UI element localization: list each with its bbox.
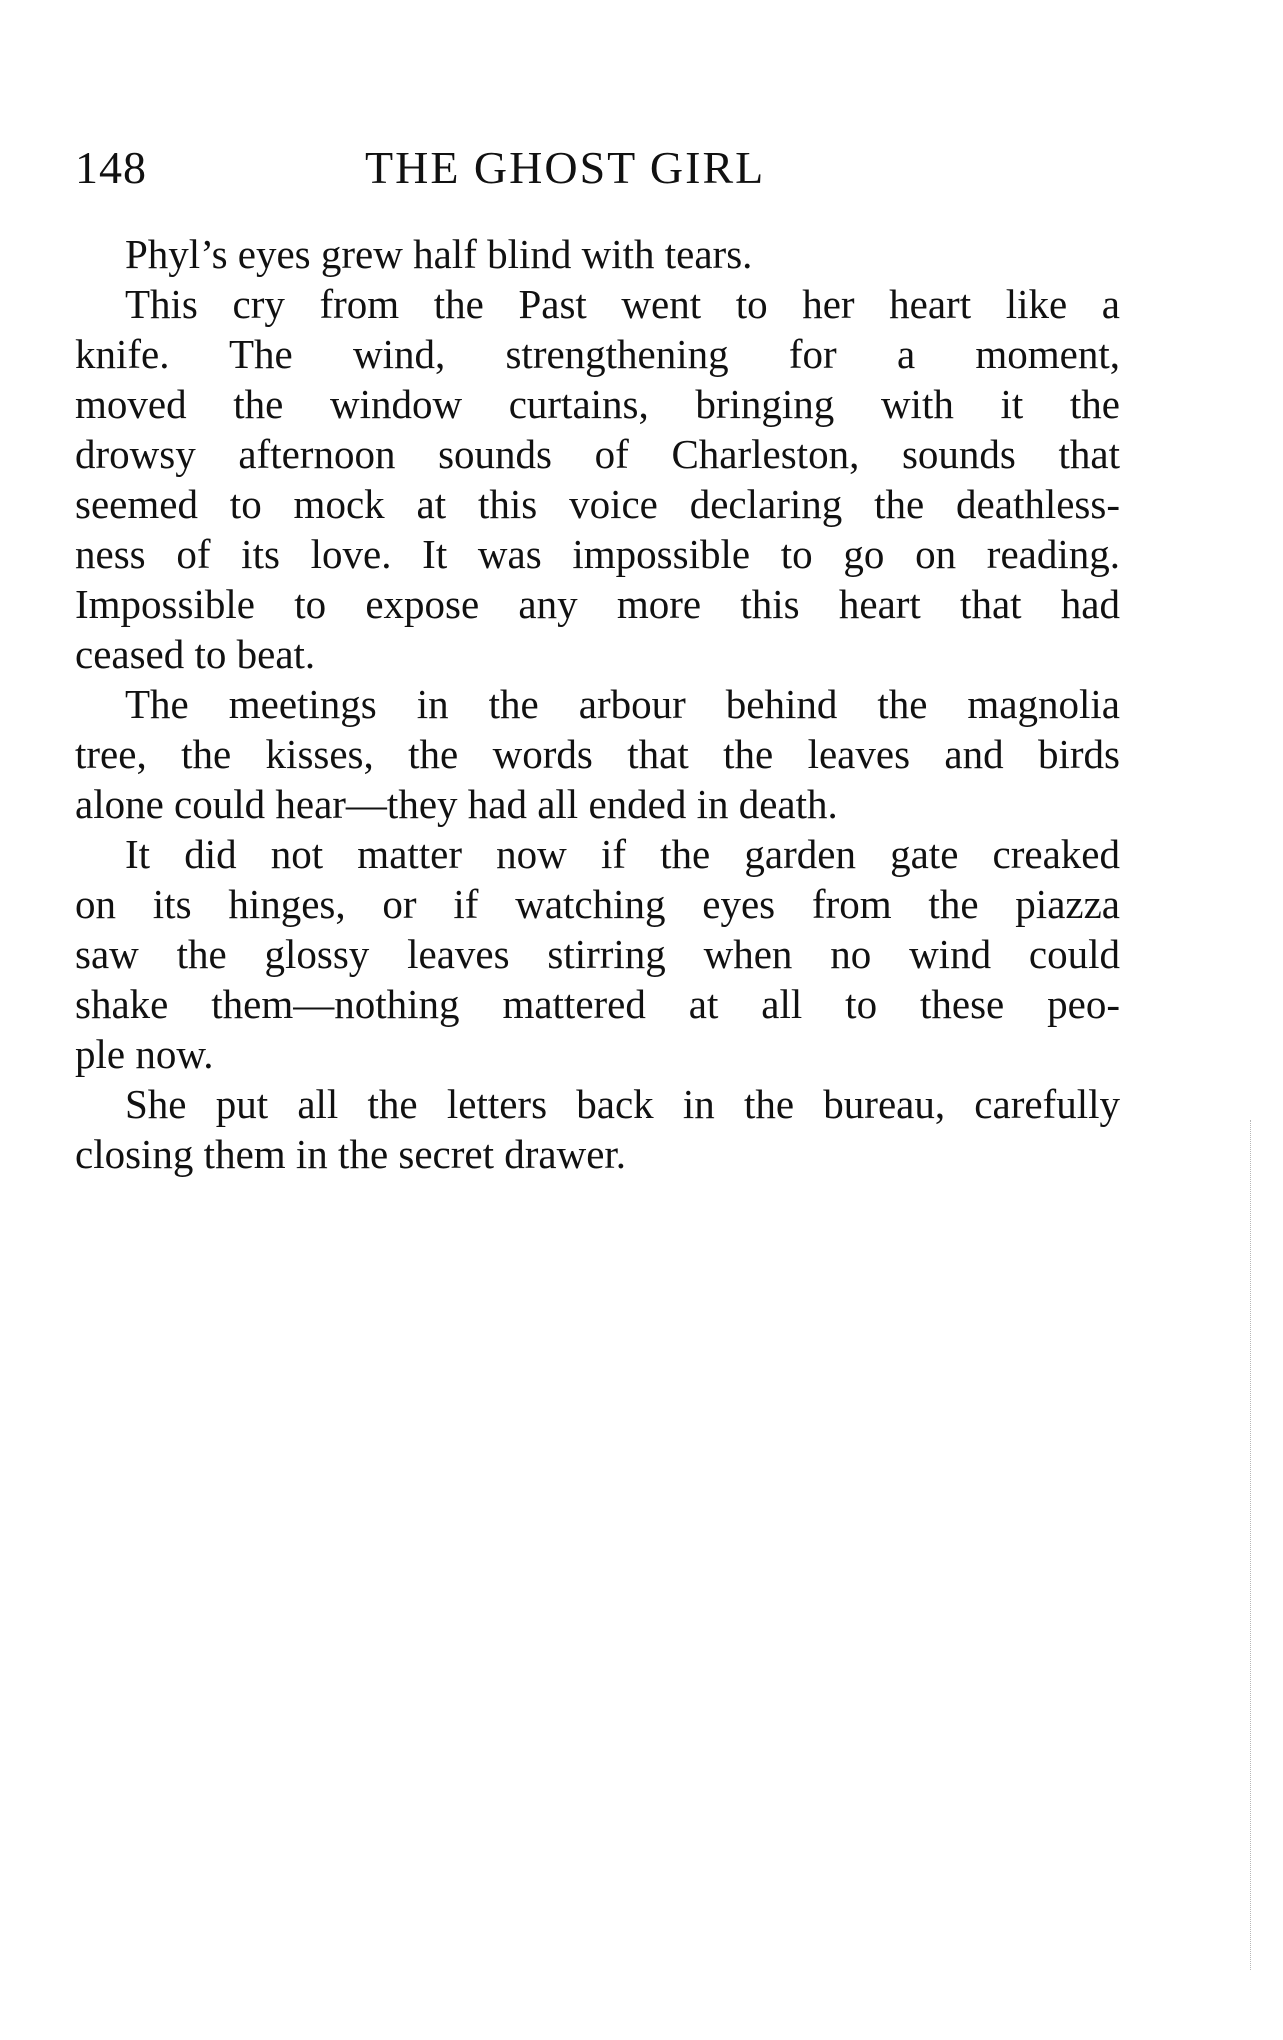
text-line: knife. The wind, strengthening for a moment, — [75, 331, 1120, 377]
text-line: She put all the letters back in the bureau, carefully — [125, 1081, 1120, 1127]
text-line: ness of its love. It was impossible to go on reading. — [75, 531, 1120, 577]
text-line: shake them—nothing mattered at all to these peo- — [75, 981, 1120, 1027]
text-line: ple now. — [75, 1031, 214, 1077]
text-line: It did not matter now if the garden gate creaked — [125, 831, 1120, 877]
text-line: tree, the kisses, the words that the leaves and birds — [75, 731, 1120, 777]
text-line: moved the window curtains, bringing with it the — [75, 381, 1120, 427]
text-line: saw the glossy leaves stirring when no wind could — [75, 931, 1120, 977]
text-line: Impossible to expose any more this heart that had — [75, 581, 1120, 627]
text-line: drowsy afternoon sounds of Charleston, sounds that — [75, 431, 1120, 477]
text-line: ceased to beat. — [75, 631, 316, 677]
text-line: closing them in the secret drawer. — [75, 1131, 627, 1177]
running-title: THE GHOST GIRL — [365, 142, 766, 193]
text-line: The meetings in the arbour behind the magnolia — [125, 681, 1120, 727]
text-line: alone could hear—they had all ended in death. — [75, 781, 838, 827]
text-line: on its hinges, or if watching eyes from the piazza — [75, 881, 1120, 927]
text-line: seemed to mock at this voice declaring the deathless- — [75, 481, 1120, 527]
scan-edge-artifact — [1250, 1120, 1253, 1970]
page-number: 148 — [75, 142, 147, 193]
body-text — [75, 229, 1120, 1179]
text-line: Phyl’s eyes grew half blind with tears. — [125, 231, 753, 277]
running-head — [75, 138, 1120, 198]
text-line: This cry from the Past went to her heart like a — [125, 281, 1120, 327]
